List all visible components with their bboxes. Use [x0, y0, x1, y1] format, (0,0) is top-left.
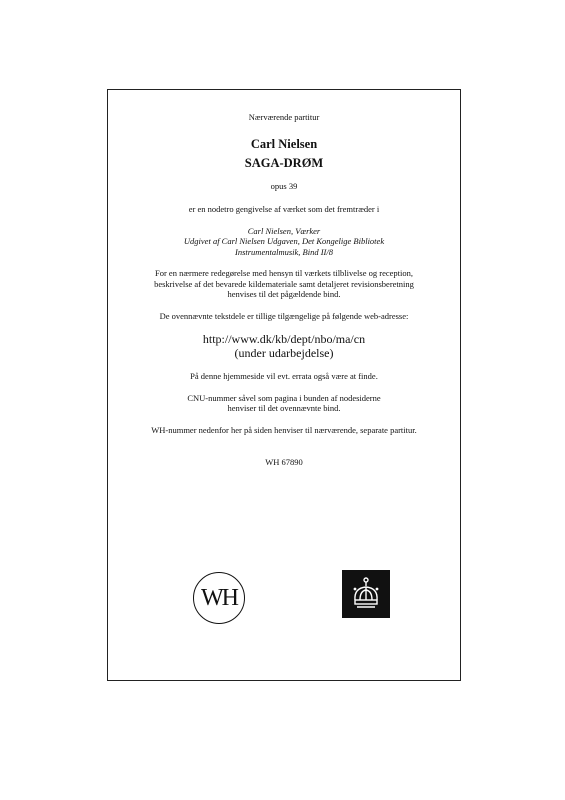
intro-text: Nærværende partitur [248, 112, 320, 122]
opus-number: opus 39 [270, 180, 298, 191]
composer-name: Carl Nielsen [250, 136, 318, 151]
paragraph-line: beskrivelse af det bevarede kildemateriale samt detaljeret revisionsberetning [154, 278, 414, 289]
wh-logo [193, 572, 245, 624]
web-address [108, 332, 460, 360]
reception-paragraph [108, 268, 460, 300]
wh-logo-text: WH [201, 584, 237, 611]
edition-line: Udgivet af Carl Nielsen Udgaven, Det Kongelige Bibliotek [183, 236, 385, 246]
edition-line: Carl Nielsen, Værker [247, 225, 321, 236]
reproduction-note: er en nodetro gengivelse af værket som det fremtræder i [188, 204, 380, 214]
paragraph-line: henvises til det pågældende bind. [227, 289, 341, 299]
paragraph-line: henviser til det ovennævnte bind. [227, 403, 341, 413]
wh-paragraph: WH-nummer nedenfor her på siden henviser til nærværende, separate partitur. [151, 424, 417, 435]
work-title: SAGA-DRØM [244, 155, 324, 170]
web-availability-paragraph: De ovennævnte tekstdele er tillige tilgængelige på følgende web-adresse: [159, 310, 409, 321]
paragraph-line: CNU-nummer såvel som pagina i bunden af nodesiderne [187, 392, 381, 403]
edition-reference [108, 226, 460, 258]
logo-row [108, 570, 460, 640]
wh-number: WH 67890 [265, 457, 303, 467]
edition-line: Instrumentalmusik, Bind II/8 [235, 246, 333, 257]
paragraph-line: For en nærmere redegørelse med hensyn til værkets tilblivelse og reception, [154, 268, 413, 278]
royal-crown-icon [342, 570, 390, 618]
cnu-paragraph [108, 393, 460, 414]
errata-paragraph: På denne hjemmeside vil evt. errata også være at finde. [190, 371, 378, 381]
web-url-status: (under udarbejdelse) [234, 346, 334, 360]
page-frame [107, 89, 461, 681]
web-url-link[interactable]: http://www.dk/kb/dept/nbo/ma/cn [202, 332, 366, 346]
title-page-content [108, 112, 460, 468]
